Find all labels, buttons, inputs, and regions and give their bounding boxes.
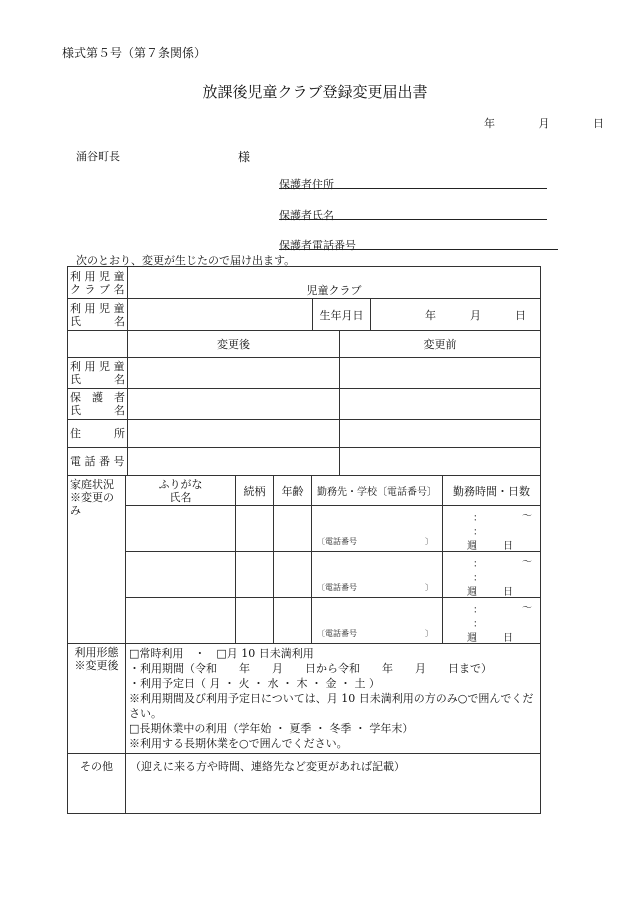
usage-field[interactable] <box>126 644 541 754</box>
family-workplace-field[interactable]: 〔電話番号 〕 <box>312 552 443 598</box>
family-row <box>68 552 541 598</box>
change-child-before-field[interactable] <box>340 358 541 389</box>
family-name-field[interactable] <box>126 598 236 644</box>
change-phone-before-field[interactable] <box>340 448 541 476</box>
family-workplace-field[interactable]: 〔電話番号 〕 <box>312 598 443 644</box>
change-phone-label: 電 話 番 号 <box>68 448 128 476</box>
birth-date-label: 生年月日 <box>313 299 371 331</box>
change-row-phone <box>68 448 541 476</box>
form-number: 様式第５号（第７条関係） <box>62 46 207 60</box>
date-line <box>484 115 626 131</box>
addressee: 涌谷町長 <box>76 150 120 163</box>
family-age-field[interactable] <box>274 506 312 552</box>
club-label: 利 用 児 童 ク ラ ブ 名 <box>68 267 128 299</box>
family-table <box>67 475 541 644</box>
guardian-name-label: 保護者氏名 <box>279 209 334 222</box>
family-name-field[interactable] <box>126 506 236 552</box>
club-name-field[interactable]: 児童クラブ <box>128 267 541 299</box>
guardian-name-field[interactable] <box>279 219 547 220</box>
hours-header: 勤務時間・日数 <box>443 476 541 506</box>
change-guardian-before-field[interactable] <box>340 389 541 420</box>
family-hours-field[interactable]: ： ～ ： 週 日 <box>443 552 541 598</box>
guardian-phone-field[interactable] <box>279 249 558 250</box>
change-row-guardian <box>68 389 541 420</box>
intro-text: 次のとおり、変更が生じたので届け出ます。 <box>76 254 296 267</box>
honorific: 様 <box>238 150 251 164</box>
child-name-label: 利 用 児 童 氏 名 <box>68 299 128 331</box>
change-child-after-field[interactable] <box>128 358 340 389</box>
usage-holiday-line[interactable]: □長期休業中の利用（学年始 ・ 夏季 ・ 冬季 ・ 学年末） <box>129 722 414 735</box>
change-table <box>67 330 541 476</box>
other-field[interactable] <box>126 754 541 814</box>
child-name-field[interactable] <box>128 299 313 331</box>
usage-period-line[interactable]: ・利用期間（令和 年 月 日から令和 年 月 日まで） <box>129 662 492 675</box>
family-age-field[interactable] <box>274 598 312 644</box>
guardian-address-field[interactable] <box>279 188 547 189</box>
change-child-label: 利 用 児 童 氏 名 <box>68 358 128 389</box>
furigana-name-header: ふりがな 氏名 <box>126 476 236 506</box>
change-row-child <box>68 358 541 389</box>
date-month-label: 月 <box>538 117 550 130</box>
page-title: 放課後児童クラブ登録変更届出書 <box>202 83 428 101</box>
other-note: （迎えに来る方や時間、連絡先など変更があれば記載） <box>130 760 405 773</box>
child-info-table <box>67 266 541 331</box>
change-address-before-field[interactable] <box>340 420 541 448</box>
family-relation-field[interactable] <box>236 598 274 644</box>
family-relation-field[interactable] <box>236 506 274 552</box>
child-row <box>68 299 541 331</box>
before-header: 変更前 <box>340 331 541 358</box>
change-address-label: 住 所 <box>68 420 128 448</box>
family-label: 家庭状況 ※変更のみ <box>68 476 126 644</box>
workplace-header: 勤務先・学校〔電話番号〕 <box>312 476 443 506</box>
date-year-label: 年 <box>484 117 495 130</box>
guardian-phone-label: 保護者電話番号 <box>279 239 356 252</box>
usage-type-line[interactable]: □常時利用 ・ □月 10 日未満利用 <box>129 647 314 660</box>
change-guardian-label: 保 護 者 氏 名 <box>68 389 128 420</box>
usage-table <box>67 643 541 814</box>
date-day-label: 日 <box>593 117 604 130</box>
family-hours-field[interactable]: ： ～ ： 週 日 <box>443 506 541 552</box>
change-guardian-after-field[interactable] <box>128 389 340 420</box>
guardian-address-label: 保護者住所 <box>279 178 334 191</box>
usage-note-line: ※利用期間及び利用予定日については、月 10 日未満利用の方のみ○で囲んでください。 <box>129 692 534 720</box>
change-row-address <box>68 420 541 448</box>
other-label: その他 <box>68 754 126 814</box>
family-workplace-field[interactable]: 〔電話番号 〕 <box>312 506 443 552</box>
change-phone-after-field[interactable] <box>128 448 340 476</box>
family-row <box>68 506 541 552</box>
usage-holiday-note: ※利用する長期休業を○で囲んでください。 <box>129 737 348 750</box>
family-age-field[interactable] <box>274 552 312 598</box>
club-row <box>68 267 541 299</box>
family-relation-field[interactable] <box>236 552 274 598</box>
usage-days-line[interactable]: ・利用予定日（ 月 ・ 火 ・ 水 ・ 木 ・ 金 ・ 土 ） <box>129 677 380 690</box>
family-row <box>68 598 541 644</box>
relation-header: 続柄 <box>236 476 274 506</box>
usage-label: 利用形態 ※変更後 <box>68 644 126 754</box>
change-address-after-field[interactable] <box>128 420 340 448</box>
family-hours-field[interactable]: ： ～ ： 週 日 <box>443 598 541 644</box>
after-header: 変更後 <box>128 331 340 358</box>
birth-date-field[interactable]: 年 月 日 <box>371 299 541 331</box>
age-header: 年齢 <box>274 476 312 506</box>
family-name-field[interactable] <box>126 552 236 598</box>
